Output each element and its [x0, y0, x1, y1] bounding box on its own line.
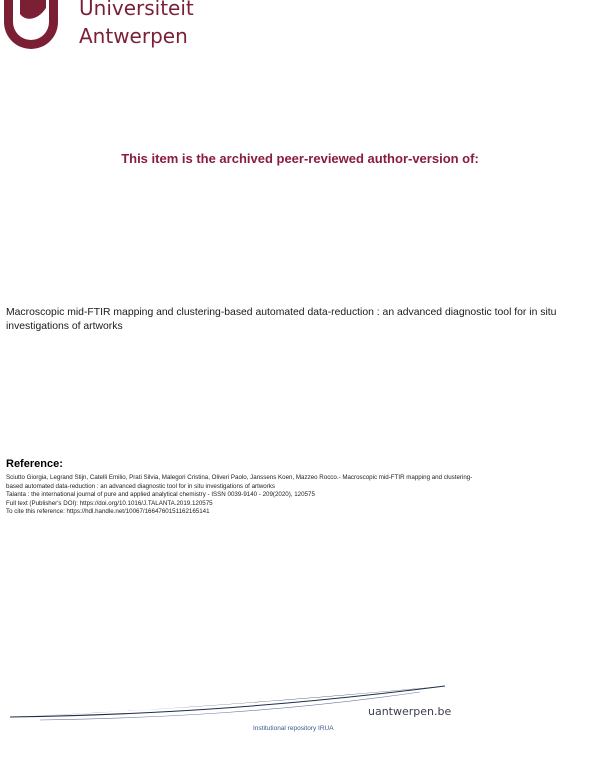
archived-version-heading: This item is the archived peer-reviewed author-version of:: [121, 151, 479, 166]
logo-wordmark-line2: Antwerpen: [79, 24, 188, 48]
footer-website-link[interactable]: uantwerpen.be: [368, 705, 452, 718]
reference-doi-link[interactable]: Full text (Publisher's DOI): https://doi.org/10.1016/J.TALANTA.2019.120575: [6, 499, 213, 507]
reference-authors-line: Sciutto Giorgia, Legrand Stijn, Catelli Emilio, Prati Silvia, Malegori Cristina, Oliveri Paolo, Janssens Koen, Mazzeo Rocco.- Macroscopic mid-FTIR mapping and clustering-: [6, 474, 473, 481]
reference-block: [6, 474, 598, 517]
reference-handle-link[interactable]: To cite this reference: https://hdl.handle.net/10067/1664760151162165141: [6, 508, 210, 515]
logo-wordmark-line1: Universiteit: [79, 0, 194, 20]
university-logo: [0, 0, 260, 60]
university-logo-mark-icon: [0, 0, 72, 56]
footer-repository-label: Institutional repository IRUA: [253, 725, 334, 732]
reference-title-line: based automated data-reduction : an advanced diagnostic tool for in situ investigations of artworks: [6, 482, 275, 490]
paper-title: Macroscopic mid-FTIR mapping and clustering-based automated data-reduction : an advanced diagnostic tool for in situ investigations of artworks: [6, 307, 557, 332]
reference-heading: Reference:: [6, 458, 63, 470]
reference-journal-line: Talanta : the international journal of pure and applied analytical chemistry - ISSN 0039-9140 - 209(2020), 120575: [6, 491, 315, 498]
